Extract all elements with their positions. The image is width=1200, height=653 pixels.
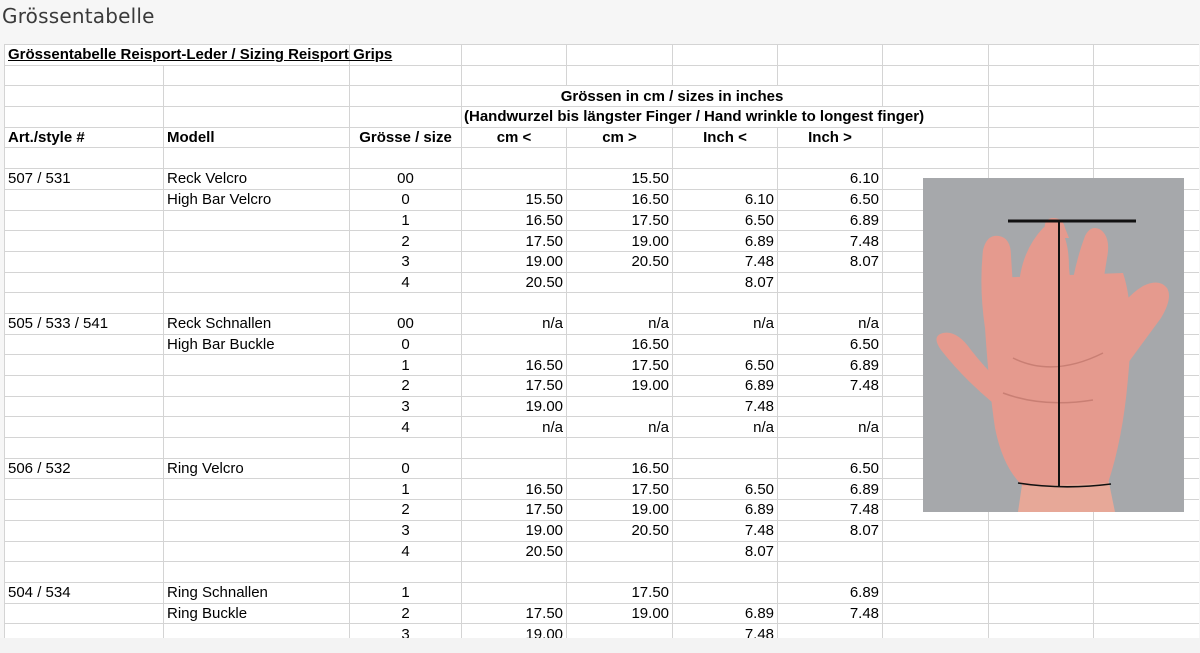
cell-inch-min: 6.10 [673,189,778,210]
cell-style [5,251,164,272]
cell-cm-max: 17.50 [567,210,673,231]
cell-size: 0 [350,458,462,479]
cell-size: 4 [350,417,462,438]
empty-cell [989,520,1094,541]
empty-cell [1094,148,1199,169]
hand-icon [923,178,1184,512]
cell-size: 0 [350,334,462,355]
cell-cm-max [567,624,673,638]
col-header-inch-min: Inch < [673,127,778,148]
cell-size: 3 [350,520,462,541]
group-header-sizes: Grössen in cm / sizes in inches [462,86,883,107]
cell-model [164,148,350,169]
cell-size: 3 [350,396,462,417]
cell-size: 1 [350,582,462,603]
empty-cell [883,624,989,638]
cell-inch-min: 6.50 [673,355,778,376]
cell-cm-max: n/a [567,417,673,438]
cell-cm-max: 16.50 [567,334,673,355]
cell-inch-min [673,334,778,355]
cell-style [5,479,164,500]
cell-style: 505 / 533 / 541 [5,313,164,334]
cell-style [5,417,164,438]
cell-style [5,376,164,397]
cell-inch-min: 8.07 [673,541,778,562]
cell-size [350,562,462,583]
empty-cell [1094,520,1199,541]
cell-inch-min: 7.48 [673,624,778,638]
cell-cm-max: 17.50 [567,582,673,603]
cell-style [5,541,164,562]
cell-inch-min: 7.48 [673,251,778,272]
empty-cell [883,148,989,169]
cell-cm-min: 16.50 [462,355,567,376]
cell-model: Ring Velcro [164,458,350,479]
cell-cm-max [567,293,673,314]
cell-cm-min [462,334,567,355]
cell-model: High Bar Buckle [164,334,350,355]
cell-inch-min: 6.89 [673,376,778,397]
cell-model: High Bar Velcro [164,189,350,210]
cell-style [5,189,164,210]
cell-cm-max: 20.50 [567,520,673,541]
empty-cell [1094,562,1199,583]
cell-style [5,210,164,231]
cell-inch-min [673,169,778,190]
cell-model [164,376,350,397]
cell-inch-min [673,458,778,479]
cell-inch-min [673,293,778,314]
cell-model [164,541,350,562]
cell-cm-min: 16.50 [462,479,567,500]
cell-model [164,293,350,314]
cell-style [5,603,164,624]
empty-cell [883,562,989,583]
cell-model [164,355,350,376]
col-header-style: Art./style # [5,127,164,148]
cell-cm-max [567,562,673,583]
empty-cell [989,582,1094,603]
table-row [5,624,1200,638]
table-row [5,582,1200,603]
cell-inch-max [778,562,883,583]
cell-inch-min: 6.50 [673,210,778,231]
cell-inch-max [778,148,883,169]
cell-inch-min [673,562,778,583]
cell-inch-max: 7.48 [778,376,883,397]
page-bottom-strip [0,638,1200,653]
table-row [5,562,1200,583]
cell-model [164,438,350,459]
cell-cm-max: 19.00 [567,376,673,397]
cell-inch-max [778,624,883,638]
cell-inch-min: 6.89 [673,500,778,521]
group-subheader-row [5,107,1200,128]
cell-cm-max [567,272,673,293]
cell-inch-min: 6.50 [673,479,778,500]
cell-size: 4 [350,272,462,293]
cell-inch-max: 8.07 [778,251,883,272]
cell-inch-min [673,148,778,169]
cell-inch-min: n/a [673,417,778,438]
cell-cm-min: n/a [462,313,567,334]
cell-size: 1 [350,479,462,500]
cell-cm-min: 19.00 [462,396,567,417]
cell-model: Ring Buckle [164,603,350,624]
cell-inch-min: 6.89 [673,231,778,252]
cell-model [164,520,350,541]
cell-size: 3 [350,624,462,638]
empty-cell [989,148,1094,169]
col-header-model: Modell [164,127,350,148]
cell-cm-max [567,148,673,169]
empty-cell [883,603,989,624]
cell-inch-max: 7.48 [778,231,883,252]
cell-model [164,210,350,231]
empty-cell [989,541,1094,562]
spreadsheet [4,44,1199,638]
cell-model: Reck Velcro [164,169,350,190]
cell-cm-max: 19.00 [567,603,673,624]
cell-cm-max: 19.00 [567,500,673,521]
cell-cm-max: 17.50 [567,479,673,500]
cell-style [5,520,164,541]
cell-model [164,251,350,272]
cell-size: 3 [350,251,462,272]
cell-cm-max [567,541,673,562]
empty-cell [1094,541,1199,562]
cell-inch-max: 7.48 [778,500,883,521]
cell-model [164,272,350,293]
cell-inch-max [778,541,883,562]
empty-cell [1094,603,1199,624]
cell-model [164,417,350,438]
hand-measurement-photo [923,178,1184,512]
cell-cm-min [462,293,567,314]
cell-cm-min: 20.50 [462,541,567,562]
cell-model [164,562,350,583]
group-header-row [5,86,1200,107]
cell-cm-max: 15.50 [567,169,673,190]
cell-style [5,396,164,417]
cell-style: 504 / 534 [5,582,164,603]
cell-style [5,562,164,583]
cell-model: Ring Schnallen [164,582,350,603]
cell-cm-min: 16.50 [462,210,567,231]
cell-inch-max: 8.07 [778,520,883,541]
cell-cm-max: n/a [567,313,673,334]
cell-inch-max [778,438,883,459]
cell-cm-max [567,438,673,459]
cell-size: 00 [350,313,462,334]
cell-cm-max: 17.50 [567,355,673,376]
cell-size: 1 [350,210,462,231]
empty-cell [989,603,1094,624]
cell-cm-min [462,562,567,583]
cell-inch-max: 6.89 [778,355,883,376]
cell-cm-min: 17.50 [462,603,567,624]
cell-size [350,438,462,459]
empty-cell [989,562,1094,583]
col-header-cm-max: cm > [567,127,673,148]
cell-style [5,624,164,638]
col-header-inch-max: Inch > [778,127,883,148]
cell-cm-min: 17.50 [462,376,567,397]
cell-inch-max: 6.89 [778,210,883,231]
cell-cm-min: 17.50 [462,500,567,521]
cell-size: 00 [350,169,462,190]
cell-model [164,479,350,500]
cell-style [5,272,164,293]
blank-row [5,65,1200,86]
empty-cell [1094,624,1199,638]
cell-inch-max [778,293,883,314]
empty-cell [1094,582,1199,603]
cell-size: 4 [350,541,462,562]
empty-cell [989,624,1094,638]
cell-cm-min [462,582,567,603]
column-header-row [5,127,1200,148]
empty-cell [883,541,989,562]
cell-style [5,231,164,252]
cell-size [350,148,462,169]
cell-cm-min: 17.50 [462,231,567,252]
col-header-size: Grösse / size [350,127,462,148]
cell-cm-min: 19.00 [462,624,567,638]
table-row [5,541,1200,562]
cell-style [5,355,164,376]
cell-size: 2 [350,603,462,624]
cell-inch-min: 7.48 [673,396,778,417]
cell-size [350,293,462,314]
table-headline: Grössentabelle Reisport-Leder / Sizing Reisport Grips [8,46,393,64]
empty-cell [883,520,989,541]
cell-model [164,231,350,252]
cell-cm-min: 20.50 [462,272,567,293]
cell-cm-min: 15.50 [462,189,567,210]
cell-style [5,500,164,521]
group-header-measure: (Handwurzel bis längster Finger / Hand wrinkle to longest finger) [462,107,989,128]
cell-inch-max: 6.89 [778,479,883,500]
table-row [5,603,1200,624]
cell-model [164,396,350,417]
page-title: Grössentabelle [2,4,155,28]
cell-inch-min: 8.07 [673,272,778,293]
empty-cell [883,582,989,603]
cell-inch-max: 6.50 [778,189,883,210]
cell-cm-min: 19.00 [462,251,567,272]
cell-size: 2 [350,500,462,521]
cell-cm-min: 19.00 [462,520,567,541]
cell-inch-min [673,582,778,603]
cell-inch-max: 6.10 [778,169,883,190]
cell-size: 2 [350,376,462,397]
cell-cm-min [462,169,567,190]
table-row [5,520,1200,541]
cell-cm-max [567,396,673,417]
cell-style [5,334,164,355]
cell-cm-max: 19.00 [567,231,673,252]
cell-inch-max: 6.50 [778,458,883,479]
cell-cm-max: 16.50 [567,189,673,210]
cell-inch-max: 7.48 [778,603,883,624]
cell-cm-max: 20.50 [567,251,673,272]
cell-style: 506 / 532 [5,458,164,479]
cell-cm-min: n/a [462,417,567,438]
col-header-cm-min: cm < [462,127,567,148]
cell-model [164,500,350,521]
cell-size: 2 [350,231,462,252]
cell-inch-min: 7.48 [673,520,778,541]
cell-cm-min [462,438,567,459]
cell-inch-max: 6.50 [778,334,883,355]
cell-inch-min: 6.89 [673,603,778,624]
cell-inch-max: n/a [778,313,883,334]
cell-inch-max: 6.89 [778,582,883,603]
cell-cm-max: 16.50 [567,458,673,479]
cell-inch-max [778,272,883,293]
cell-size: 1 [350,355,462,376]
cell-inch-min: n/a [673,313,778,334]
headline-row [5,45,1200,66]
cell-inch-max [778,396,883,417]
cell-cm-min [462,458,567,479]
table-row [5,148,1200,169]
cell-model [164,624,350,638]
cell-style [5,148,164,169]
cell-inch-min [673,438,778,459]
cell-inch-max: n/a [778,417,883,438]
cell-size: 0 [350,189,462,210]
cell-cm-min [462,148,567,169]
cell-style: 507 / 531 [5,169,164,190]
cell-model: Reck Schnallen [164,313,350,334]
cell-style [5,293,164,314]
cell-style [5,438,164,459]
